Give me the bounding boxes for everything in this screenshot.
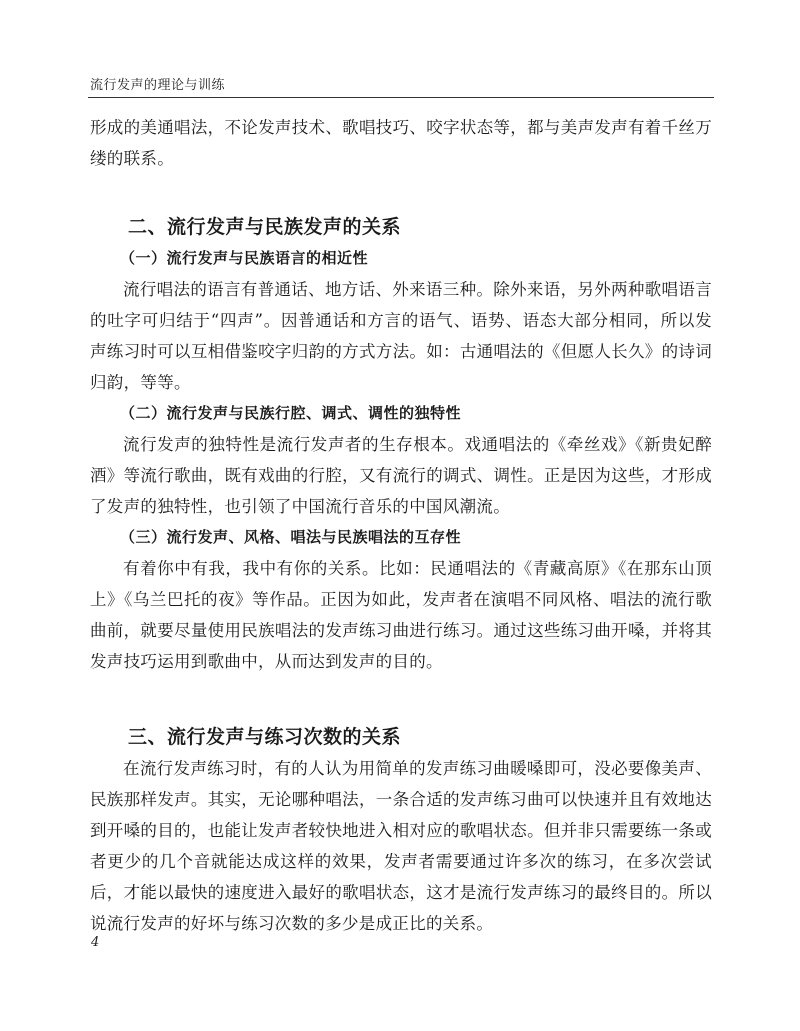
section-2-heading: 二、流行发声与民族发声的关系	[128, 216, 402, 238]
header-rule	[88, 97, 714, 98]
section-2-2-paragraph: 流行发声的独特性是流行发声者的生存根本。戏通唱法的《牵丝戏》《新贵妃醉酒》等流行歌曲，既有戏曲的行腔，又有流行的调式、调性。正是因为这些，才形成了发声的独特性，也引领了中国流行音乐的中国风潮流。	[90, 435, 712, 516]
page-number: 4	[91, 935, 100, 950]
section-3-heading: 三、流行发声与练习次数的关系	[128, 726, 402, 748]
section-2-2-heading: （二）流行发声与民族行腔、调式、调性的独特性	[120, 404, 462, 422]
page-body	[90, 112, 712, 939]
section-3-paragraph: 在流行发声练习时，有的人认为用简单的发声练习曲暖嗓即可，没必要像美声、民族那样发声。其实，无论哪种唱法，一条合适的发声练习曲可以快速并且有效地达到开嗓的目的，也能让发声者较快地进入相对应的歌唱状态。但并非只需要练一条或者更少的几个音就能达成这样的效果，发声者需要通过许多次的练习，在多次尝试后，才能以最快的速度进入最好的歌唱状态，这才是流行发声练习的最终目的。所以说流行发声的好坏与练习次数的多少是成正比的关系。	[90, 759, 712, 933]
section-spacer	[90, 174, 712, 212]
section-spacer	[90, 677, 712, 722]
intro-paragraph: 形成的美通唱法，不论发声技术、歌唱技巧、咬字状态等，都与美声发声有着千丝万缕的联系。	[90, 118, 712, 168]
running-header: 流行发声的理论与训练	[90, 78, 226, 93]
section-2-3-heading: （三）流行发声、风格、唱法与民族唱法的互存性	[120, 528, 462, 546]
section-2-1-paragraph: 流行唱法的语言有普通话、地方话、外来语三种。除外来语，另外两种歌唱语言的吐字可归结于“四声”。因普通话和方言的语气、语势、语态大部分相同，所以发声练习时可以互相借鉴咬字归韵的方式方法。如：古通唱法的《但愿人长久》的诗词归韵，等等。	[90, 280, 712, 392]
section-2-3-paragraph: 有着你中有我，我中有你的关系。比如：民通唱法的《青藏高原》《在那东山顶上》《乌兰巴托的夜》等作品。正因为如此，发声者在演唱不同风格、唱法的流行歌曲前，就要尽量使用民族唱法的发声练习曲进行练习。通过这些练习曲开嗓，并将其发声技巧运用到歌曲中，从而达到发声的目的。	[90, 559, 712, 671]
section-2-1-heading: （一）流行发声与民族语言的相近性	[120, 249, 369, 267]
